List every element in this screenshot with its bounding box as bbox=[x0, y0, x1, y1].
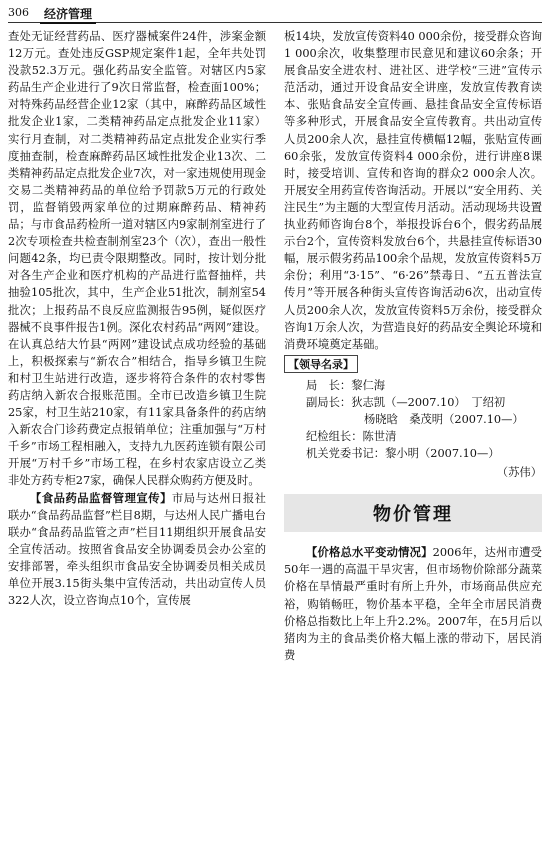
price-text: 2006年，达州市遭受50年一遇的高温干旱灾害，但市场物价除部分蔬菜价格在旱情最严重时有所上升外，市场商品供应充裕，购销畅旺，物价基本平稳，全年全市居民消费价格总指数比上年上升2.2%。2007年，在5月后以猪肉为主的食品类价格大幅上涨的带动下，居民消费 bbox=[284, 546, 542, 662]
leaders-heading: 【领导名录】 bbox=[284, 355, 358, 373]
section-title: 物价管理 bbox=[373, 504, 453, 526]
price-heading: 【价格总水平变动情况】 bbox=[306, 545, 433, 560]
price-paragraph bbox=[284, 544, 542, 664]
right-column bbox=[284, 28, 542, 664]
leaders-block bbox=[284, 353, 542, 480]
publicity-paragraph bbox=[8, 490, 266, 610]
left-paragraph: 查处无证经营药品、医疗器械案件24件，涉案金额12万元。查处违反GSP规定案件1起，全年共处罚没款52.3万元。强化药品安全监管。对辖区内5家药品生产企业进行了9次日常监督，检查面100%；对特殊药品经营企业12家（其中，麻醉药品区域性批发企业1家，二类精神药品定点批发企业11家）实行月查制，对二类精神药品定点批发企业实行季度抽查制，检查麻醉药品区域性批发企业13次、二类精神药品定点批发企业7次，对一家违规使用现金交易二类精神药品的单位给予罚款5万元的行政处罚，监督销毁两家单位的过期麻醉药品、精神药品；与市食品药检所一道对辖区内9家制剂室进行了2次专项检查共检查制剂室23个（次），查出一般性问题42条，均已责令限期整改。同时，按计划分批对各生产企业和医疗机构的产品进行监督抽样，共抽验105批次，其中，生产企业51批次，制剂室54批次；上报药品不良反应监测报告95例，疑似医疗器械不良事件报告1例。深化农村药品“两网”建设。在认真总结大竹县“两网”建设试点成功经验的基础上，积极探索与“新农合”相结合，指导乡镇卫生院和村卫生站进行改造，逐步将符合条件的农村零售药店纳入新农合报账范围。全市已改造乡镇卫生院25家，村卫生站210家，有11家具备条件的药店纳入新农合门诊药费定点报销单位；注重加强与“万村千乡”市场工程相融入，支持九九医药连锁有限公司开展“万村千乡”市场工程，在乡村农家店设立乙类非处方药专柜27家，确保人民群众购药方便及时。 bbox=[8, 30, 266, 488]
author-credit: （苏伟） bbox=[496, 466, 542, 480]
section-title-band bbox=[284, 494, 542, 532]
publicity-text: 市局与达州日报社联办“食品药品监督”栏目8期，与达州人民广播电台联办“食品药品监管之声”栏目11期组织开展食品安全宣传活动。按照省食品安全协调委员会办公室的安排部署，牵头组织市食品安全协调委员相关成员单位开展3.15街头集中宣传活动，共出动宣传人员322人次，设立咨询点10个，宣传展 bbox=[8, 491, 266, 608]
page-header bbox=[8, 6, 542, 23]
publicity-heading: 【食品药品监督管理宣传】 bbox=[30, 490, 172, 505]
left-column bbox=[8, 28, 266, 609]
leaders-list bbox=[284, 377, 542, 462]
page-number: 306 bbox=[8, 6, 29, 19]
right-paragraph: 板14块，发放宣传资料40 000余份，接受群众咨询1 000余次，收集整理市民意见和建议60余条；开展食品安全进农村、进社区、进学校“三进”宣传示范活动，通过开设食品安全讲座，发放宣传教育读本、张贴食品安全宣传画、悬挂食品安全宣传标语等多种形式，开展食品安全宣传教育。共出动宣传人员200余人次，悬挂宣传横幅12幅，张贴宣传画60余张，发放宣传资料4 000余份，进行讲座8课时，接受培训、宣传和咨询的群众2 000余人次。开展安全用药宣传咨询活动。开展以“安全用药、关注民生”为主题的大型宣传月活动。活动现场共设置执业药师咨询台8个，举报投诉台6个，假劣药品展示台2个，宣传资料发放台6个，共悬挂宣传标语30幅，展示假劣药品100余个品规，发放宣传资料5万余份；利用“3·15”、“6·26”禁毒日、“五五普法宣传月”等开展各种街头宣传咨询活动6次，出动宣传人员200余人次，发放宣传资料5万余份，接受群众咨询1万余人次，为营造良好的药品安全舆论环境和消费环境奠定基础。 bbox=[284, 30, 542, 351]
running-title: 经济管理 bbox=[40, 5, 96, 24]
leader-row: 局 长：黎仁海 bbox=[306, 378, 386, 392]
leader-row: 副局长：狄志凯（—2007.10） 丁绍初 bbox=[306, 395, 506, 409]
leader-row: 机关党委书记：黎小明（2007.10—） bbox=[306, 447, 500, 461]
leader-row: 纪检组长：陈世清 bbox=[306, 430, 397, 444]
leader-row: 杨晓晗 桑茂明（2007.10—） bbox=[364, 412, 524, 426]
